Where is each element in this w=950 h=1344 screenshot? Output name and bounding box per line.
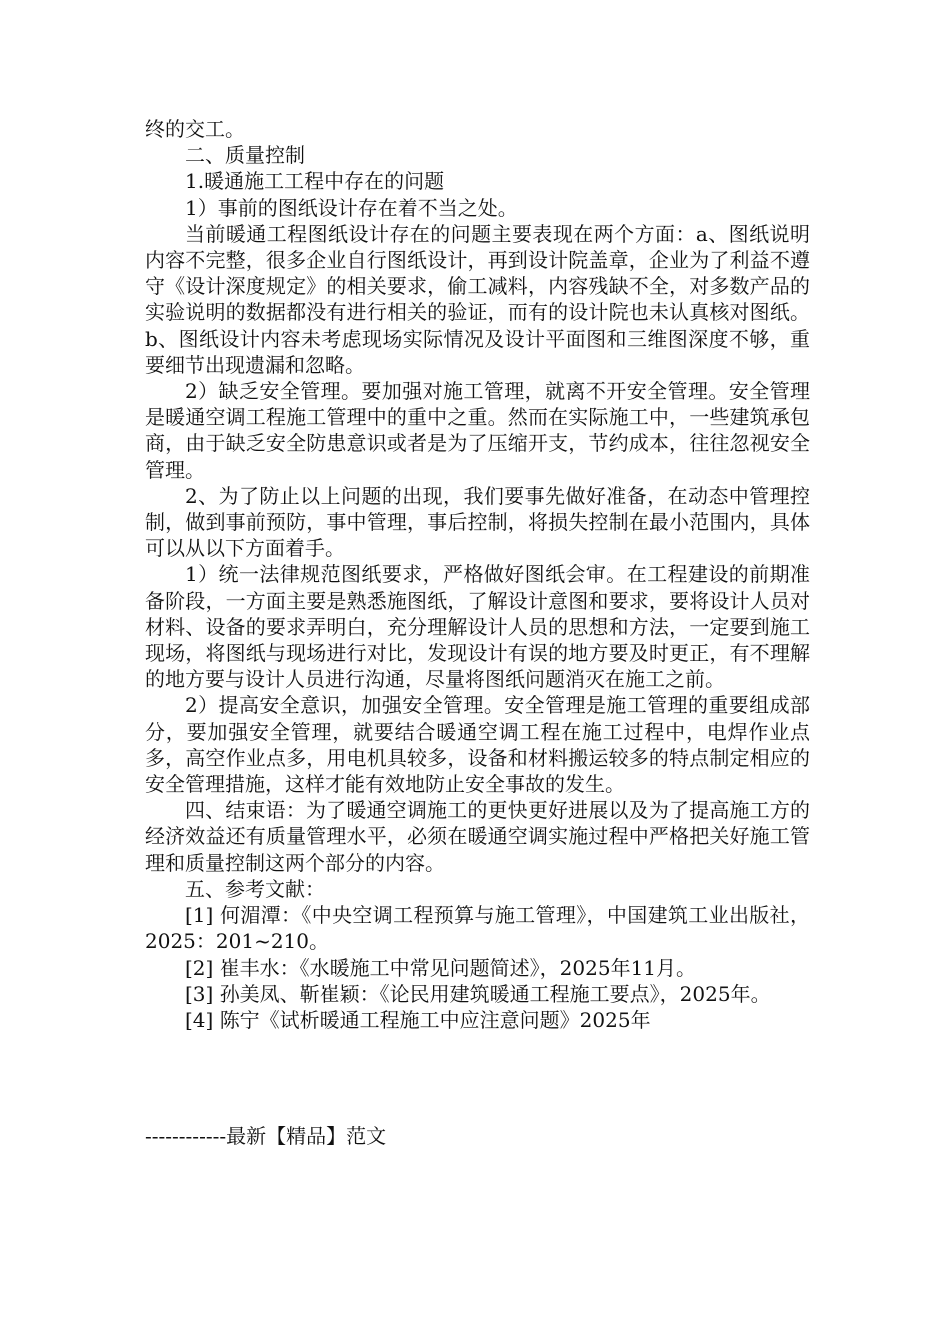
reference-item: [4] 陈宁《试析暖通工程施工中应注意问题》2025年 — [185, 1007, 651, 1032]
paragraph-prevention: 2、为了防止以上问题的出现，我们要事先做好准备，在动态中管理控制，做到事前预防，事中管理，事后控制，将损失控制在最小范围内，具体可以从以下方面着手。 — [145, 483, 810, 561]
paragraph-drawing-review: 1）统一法律规范图纸要求，严格做好图纸会审。在工程建设的前期准备阶段，一方面主要是熟悉施图纸，了解设计意图和要求，要将设计人员对材料、设备的要求弄明白，充分理解设计人员的思想和方法，一定要到施工现场，将图纸与现场进行对比，发现设计有误的地方要及时更正，有不理解的地方要与设计人员进行沟通，尽量将图纸问题消灭在施工之前。 — [145, 562, 810, 692]
paragraph-safety-management: 2）缺乏安全管理。要加强对施工管理，就离不开安全管理。安全管理是暖通空调工程施工管理中的重中之重。然而在实际施工中，一些建筑承包商，由于缺乏安全防患意识或者是为了压缩开支，节约成本，往往忽视安全管理。 — [145, 379, 810, 482]
paragraph-conclusion: 四、结束语：为了暖通空调施工的更快更好进展以及为了提高施工方的经济效益还有质量管理水平，必须在暖通空调实施过程中严格把关好施工管理和质量控制这两个部分的内容。 — [145, 798, 810, 875]
section-heading-quality-control: 二、质量控制 — [185, 143, 305, 168]
reference-item: [3] 孙美凤、靳崔颖：《论民用建筑暖通工程施工要点》，2025年。 — [185, 981, 771, 1006]
subsection-heading-problems: 1.暖通施工工程中存在的问题 — [185, 169, 445, 194]
paragraph-design-issues: 当前暖通工程图纸设计存在的问题主要表现在两个方面：a、图纸说明内容不完整，很多企业自行图纸设计，再到设计院盖章，企业为了利益不遵守《设计深度规定》的相关要求，偷工减料，内容残缺不全，对多数产品的实验说明的数据都没有进行相关的验证，而有的设计院也未认真核对图纸。b、图纸设计内容未考虑现场实际情况及设计平面图和三维图深度不够，重要细节出现遗漏和忽略。 — [145, 221, 810, 377]
references-heading: 五、参考文献： — [185, 876, 325, 901]
reference-item: [2] 崔丰水：《水暖施工中常见问题简述》，2025年11月。 — [185, 955, 697, 980]
document-body — [145, 116, 810, 1033]
paragraph-safety-awareness: 2）提高安全意识，加强安全管理。安全管理是施工管理的重要组成部分，要加强安全管理，就要结合暖通空调工程在施工过程中，电焊作业点多，高空作业点多，用电机具较多，设备和材料搬运较多的特点制定相应的安全管理措施，这样才能有效地防止安全事故的发生。 — [145, 693, 810, 797]
reference-item: [1] 何湄潭：《中央空调工程预算与施工管理》，中国建筑工业出版社，2025：201~210。 — [145, 903, 810, 954]
item-heading-design-issues: 1）事前的图纸设计存在着不当之处。 — [185, 195, 518, 220]
paragraph-continuation: 终的交工。 — [145, 117, 245, 141]
footer-note: ------------最新【精品】范文 — [145, 1124, 387, 1148]
